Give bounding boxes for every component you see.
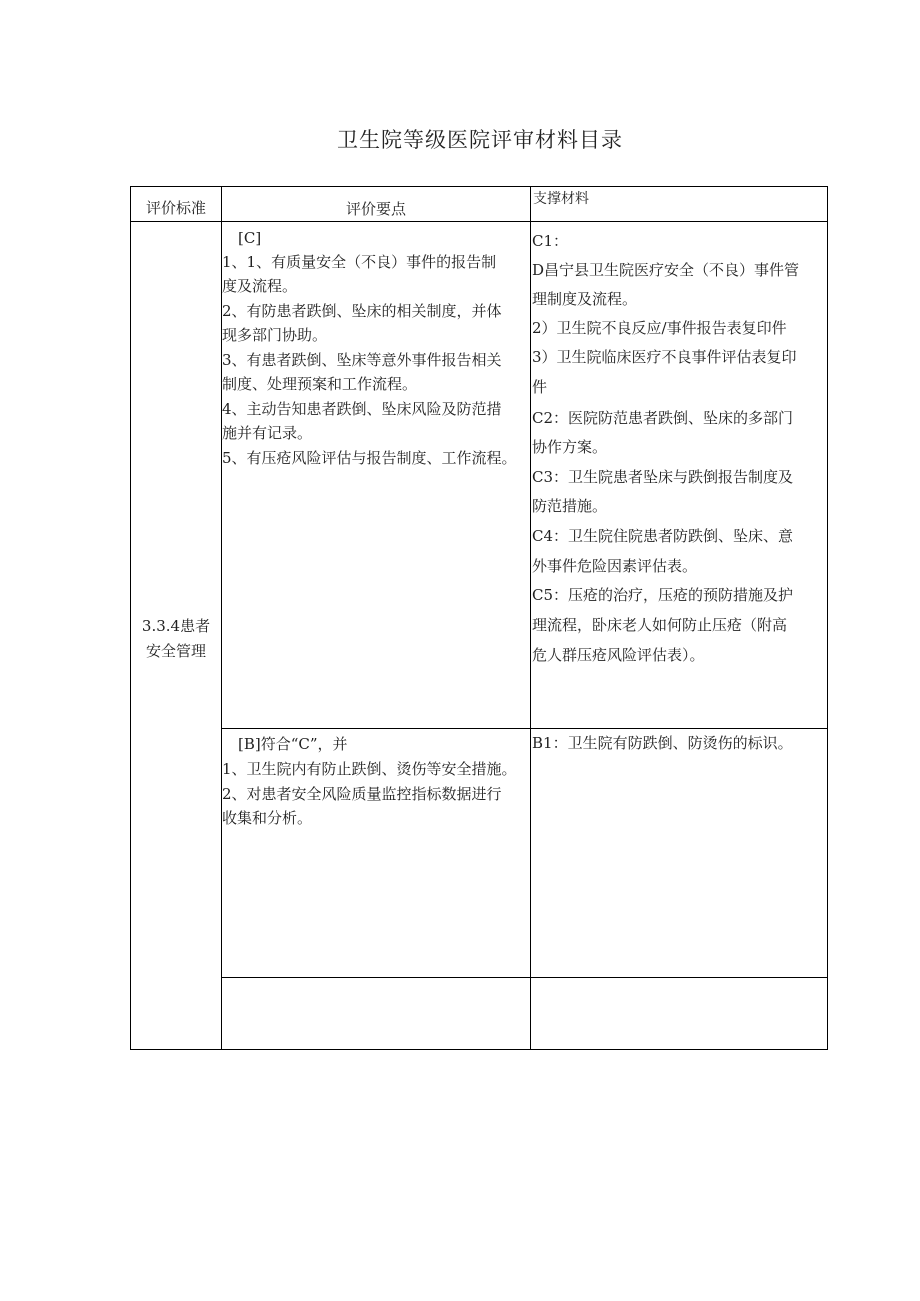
c-material-line: 危人群压疮风险评估表）。 [532, 646, 705, 664]
b-label: [B]符合“C”，并 [238, 735, 348, 753]
c-material-line: C5：压疮的治疗，压疮的预防措施及护 [532, 586, 794, 604]
table-row-divider-b-empty [221, 977, 828, 978]
standard-line-1: 3.3.4患者 [141, 617, 211, 635]
c-point-line: 制度、处理预案和工作流程。 [222, 375, 418, 393]
c-material-line: D昌宁县卫生院医疗安全（不良）事件管 [532, 261, 800, 279]
c-material-line: 3）卫生院临床医疗不良事件评估表复印 [532, 348, 797, 366]
table-border-top [130, 186, 828, 187]
b-point-line: 收集和分析。 [222, 809, 313, 827]
c-point-line: 施并有记录。 [222, 424, 313, 442]
c-label: [C] [238, 229, 262, 247]
c-material-line: 防范措施。 [532, 497, 608, 515]
c-material-line: 理流程，卧床老人如何防止压疮（附高 [532, 616, 788, 634]
header-key-points: 评价要点 [345, 200, 406, 218]
c-point-line: 3、有患者跌倒、坠床等意外事件报告相关 [222, 351, 502, 369]
c-material-line: 2）卫生院不良反应/事件报告表复印件 [532, 319, 787, 337]
b-material-line: B1：卫生院有防跌倒、防烫伤的标识。 [532, 734, 793, 752]
c-material-line: C3：卫生院患者坠床与跌倒报告制度及 [532, 468, 794, 486]
c-point-line: 4、主动告知患者跌倒、坠床风险及防范措 [222, 400, 502, 418]
c-material-line: C1： [532, 232, 569, 250]
c-point-line: 现多部门协助。 [222, 326, 328, 344]
c-material-line: C4：卫生院住院患者防跌倒、坠床、意 [532, 527, 794, 545]
c-material-line: 件 [532, 378, 548, 396]
header-materials: 支撑材料 [533, 191, 589, 207]
b-point-line: 1、卫生院内有防止跌倒、烫伤等安全措施。 [222, 760, 517, 778]
standard-label [131, 614, 221, 664]
table-header-divider [130, 221, 828, 222]
c-point-line: 度及流程。 [222, 277, 298, 295]
standard-line-2: 安全管理 [145, 642, 206, 660]
header-standard: 评价标准 [145, 199, 206, 217]
c-material-line: C2：医院防范患者跌倒、坠床的多部门 [532, 409, 794, 427]
c-point-line: 2、有防患者跌倒、坠床的相关制度，并体 [222, 302, 502, 320]
c-material-line: 理制度及流程。 [532, 290, 638, 308]
c-point-line: 5、有压疮风险评估与报告制度、工作流程。 [222, 449, 517, 467]
b-point-line: 2、对患者安全风险质量监控指标数据进行 [222, 785, 502, 803]
table-border-bottom [130, 1049, 828, 1050]
c-material-line: 协作方案。 [532, 438, 608, 456]
c-point-line: 1、1、有质量安全（不良）事件的报告制 [222, 253, 497, 271]
page-title: 卫生院等级医院评审材料目录 [337, 128, 623, 152]
c-material-line: 外事件危险因素评估表。 [532, 557, 698, 575]
